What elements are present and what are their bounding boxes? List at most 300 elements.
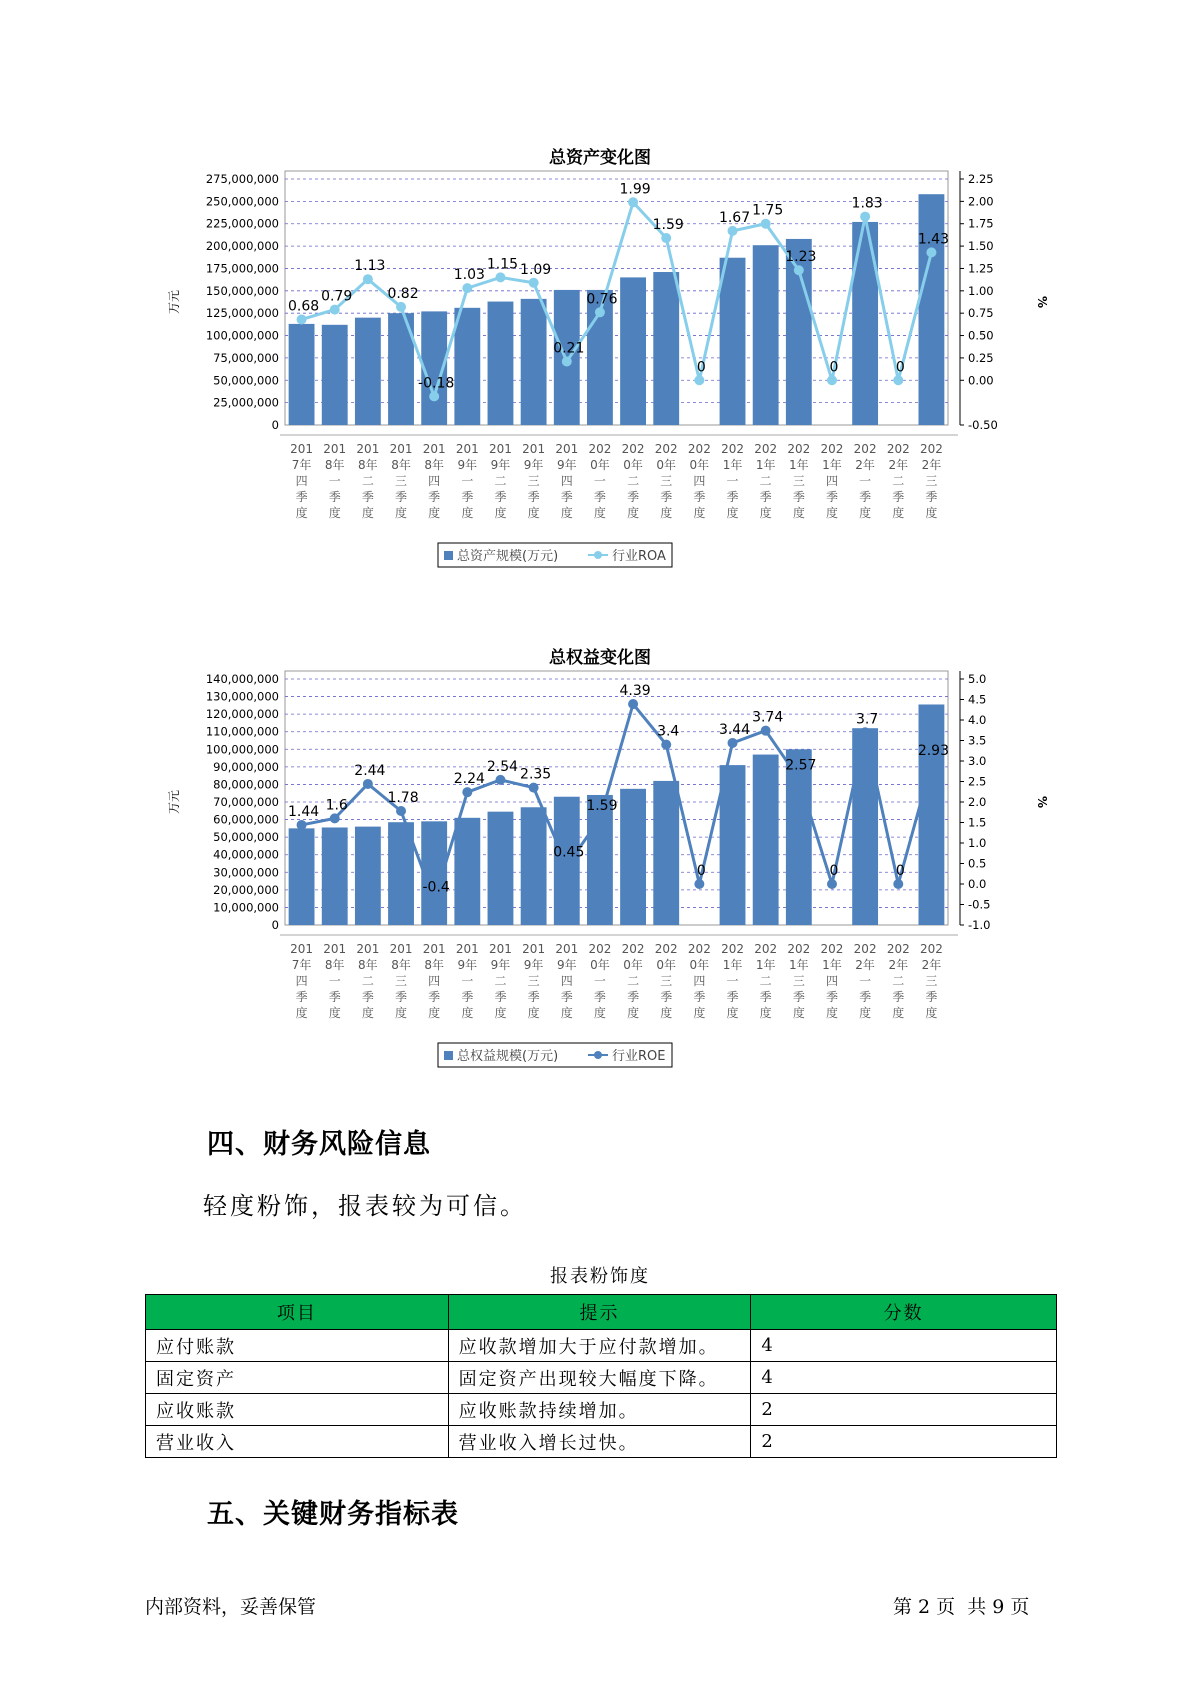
line-point — [926, 247, 936, 257]
x-tick-label-part: 度 — [295, 506, 308, 520]
y-right-tick-label: 1.75 — [968, 216, 994, 231]
x-tick-label-part: 9年 — [523, 958, 544, 972]
x-tick-label-part: 2年 — [855, 458, 875, 472]
x-tick-label-part: 202 — [853, 442, 877, 456]
x-tick-label-part: 度 — [693, 1006, 706, 1020]
data-label: 0.45 — [553, 844, 585, 861]
x-tick-label — [323, 942, 346, 1020]
section-heading-key-indicators: 五、关键财务指标表 — [207, 1499, 459, 1530]
y-right-tick-label: 0.00 — [968, 373, 994, 388]
x-tick-label-part: 1年 — [789, 458, 809, 472]
footer-left: 内部资料，妥善保管 — [145, 1596, 317, 1618]
footer-page-number: 第 2 页 共 9 页 — [893, 1596, 1030, 1618]
data-label: 3.44 — [718, 721, 751, 738]
y-right-tick-label: 0.5 — [968, 856, 987, 871]
x-tick-label-part: 季 — [560, 990, 573, 1004]
data-label: 0 — [829, 863, 839, 879]
bar — [720, 258, 746, 425]
x-tick-label-part: 季 — [494, 490, 507, 504]
x-tick-label-part: 201 — [489, 442, 512, 456]
x-tick-label-part: 0年 — [656, 958, 677, 972]
data-label: 1.23 — [785, 249, 817, 266]
line-point — [926, 759, 936, 769]
y-left-tick-label: 10,000,000 — [213, 900, 279, 915]
x-tick-label-part: 度 — [660, 1006, 673, 1020]
table-row — [146, 1426, 1057, 1458]
table-row — [146, 1362, 1057, 1394]
x-tick-label-part: 度 — [825, 1006, 838, 1020]
x-tick-label-part: 201 — [323, 942, 347, 956]
x-tick-label-part: 0年 — [623, 958, 643, 972]
y-right-tick-label: 2.5 — [968, 774, 987, 789]
x-tick-label-part: 度 — [328, 1006, 341, 1020]
x-tick-label-part: 201 — [290, 942, 314, 956]
x-tick-label-part: 季 — [461, 490, 474, 504]
data-label: 1.75 — [752, 202, 784, 219]
x-tick-label-part: 201 — [422, 942, 446, 956]
data-label: 1.59 — [652, 217, 684, 234]
bar — [653, 272, 679, 425]
x-tick-label-part: 一 — [328, 974, 341, 988]
line-point — [827, 879, 837, 889]
x-tick-label-part: 度 — [560, 1006, 573, 1020]
y-right-axis-label: % — [1035, 795, 1049, 809]
x-tick-label-part: 9年 — [556, 458, 577, 472]
bar — [454, 818, 480, 925]
line-point — [827, 375, 837, 385]
data-label: 3.74 — [752, 709, 784, 726]
x-tick-label-part: 季 — [660, 990, 673, 1004]
x-tick-label-part: 度 — [859, 506, 872, 520]
y-right-tick-label: 3.5 — [968, 733, 987, 748]
x-tick-label-part: 8年 — [324, 958, 345, 972]
y-left-tick-label: 100,000,000 — [205, 328, 279, 343]
legend-line-label: 行业ROA — [612, 549, 666, 564]
data-label: 0 — [696, 863, 706, 879]
line-point — [396, 302, 406, 312]
x-tick-label-part: 四 — [825, 974, 838, 988]
x-tick-label-part: 202 — [787, 942, 811, 956]
bar — [852, 728, 878, 925]
x-tick-label — [622, 942, 645, 1020]
x-tick-label-part: 度 — [361, 506, 374, 520]
bar — [488, 812, 514, 925]
x-tick-label-part: 9年 — [457, 958, 478, 972]
cell-score: 2 — [751, 1394, 1057, 1426]
y-left-tick-label: 110,000,000 — [205, 724, 279, 739]
x-tick-label-part: 度 — [461, 1006, 474, 1020]
y-right-tick-label: 2.25 — [968, 172, 994, 186]
y-right-axis-label: % — [1035, 295, 1049, 309]
x-tick-label-part: 度 — [726, 1006, 739, 1020]
x-tick-label-part: 一 — [726, 974, 739, 988]
x-tick-label-part: 一 — [461, 974, 474, 988]
y-left-axis-label: 万元 — [167, 289, 181, 315]
x-tick-label-part: 季 — [825, 990, 838, 1004]
x-tick-label-part: 8年 — [358, 958, 378, 972]
x-tick-label-part: 1年 — [722, 958, 743, 972]
y-right-tick-label: -0.5 — [968, 897, 991, 912]
table-caption: 报表粉饰度 — [550, 1266, 650, 1287]
x-tick-label-part: 二 — [361, 474, 374, 488]
x-tick-label-part: 四 — [560, 474, 573, 488]
cell-score: 4 — [751, 1362, 1057, 1394]
line-point — [893, 375, 903, 385]
x-tick-label-part: 季 — [461, 990, 474, 1004]
x-tick-label — [555, 942, 578, 1020]
line-point — [363, 274, 373, 284]
x-tick-label-part: 202 — [886, 942, 910, 956]
y-right-tick-label: 4.0 — [968, 713, 987, 727]
x-tick-label-part: 9年 — [457, 458, 478, 472]
x-tick-label-part: 一 — [461, 474, 474, 488]
x-tick-label — [622, 442, 645, 520]
x-tick-label-part: 202 — [654, 942, 678, 956]
legend-bar-swatch — [444, 551, 453, 560]
x-tick-label — [356, 942, 379, 1020]
line-point — [794, 265, 804, 275]
x-tick-label-part: 202 — [588, 442, 612, 456]
x-tick-label-part: 8年 — [391, 458, 411, 472]
chart-svg — [150, 665, 1050, 1095]
x-tick-label-part: 202 — [621, 442, 645, 456]
x-tick-label — [821, 442, 844, 520]
data-label: 2.35 — [520, 766, 552, 783]
x-tick-label-part: 度 — [560, 506, 573, 520]
x-tick-label-part: 季 — [693, 990, 706, 1004]
x-tick-label-part: 度 — [660, 506, 673, 520]
y-left-tick-label: 175,000,000 — [205, 261, 279, 276]
cell-score: 4 — [751, 1330, 1057, 1362]
line-point — [661, 740, 671, 750]
x-tick-label-part: 三 — [395, 474, 408, 488]
x-tick-label — [787, 442, 810, 520]
chart-svg — [150, 165, 1050, 595]
x-tick-label-part: 一 — [328, 474, 341, 488]
x-tick-label-part: 四 — [825, 474, 838, 488]
x-tick-label-part: 季 — [627, 990, 640, 1004]
y-right-tick-label: 1.0 — [968, 836, 987, 850]
line-point — [562, 356, 572, 366]
x-tick-label-part: 三 — [792, 974, 805, 988]
header-score: 分数 — [751, 1295, 1057, 1330]
data-label: 3.4 — [657, 723, 680, 740]
x-tick-label-part: 季 — [792, 990, 805, 1004]
cell-hint: 营业收入增长过快。 — [448, 1426, 751, 1458]
x-tick-label-part: 202 — [919, 442, 943, 456]
x-tick-label-part: 季 — [693, 490, 706, 504]
risk-summary-text: 轻度粉饰，报表较为可信。 — [203, 1192, 527, 1220]
x-tick-label-part: 季 — [660, 490, 673, 504]
legend-line-label: 行业ROE — [612, 1049, 666, 1064]
y-left-tick-label: 70,000,000 — [213, 795, 279, 809]
line-point — [330, 305, 340, 315]
cell-hint: 固定资产出现较大幅度下降。 — [448, 1362, 751, 1394]
x-tick-label-part: 201 — [522, 942, 546, 956]
table-row — [146, 1330, 1057, 1362]
x-tick-label-part: 度 — [494, 506, 507, 520]
x-tick-label-part: 二 — [892, 974, 905, 988]
bar — [620, 789, 646, 925]
x-tick-label — [688, 942, 711, 1020]
line-point — [761, 726, 771, 736]
x-tick-label — [821, 942, 844, 1020]
bar — [521, 807, 547, 925]
x-tick-label-part: 202 — [754, 442, 778, 456]
x-tick-label-part: 202 — [687, 942, 711, 956]
line-point — [529, 783, 539, 793]
x-tick-label-part: 四 — [693, 474, 706, 488]
x-tick-label-part: 度 — [593, 1006, 606, 1020]
x-tick-label-part: 二 — [627, 974, 640, 988]
line-point — [495, 775, 505, 785]
x-tick-label-part: 2年 — [921, 458, 942, 472]
x-tick-label-part: 度 — [395, 506, 408, 520]
data-label: 1.99 — [619, 181, 651, 198]
x-tick-label-part: 度 — [925, 1006, 938, 1020]
bar — [753, 245, 779, 425]
x-tick-label-part: 8年 — [391, 958, 411, 972]
x-tick-label-part: 0年 — [689, 458, 710, 472]
x-tick-label-part: 0年 — [590, 958, 610, 972]
x-tick-label-part: 三 — [925, 474, 938, 488]
y-left-tick-label: 20,000,000 — [213, 882, 279, 897]
x-tick-label-part: 三 — [660, 974, 673, 988]
cell-item: 应收账款 — [146, 1394, 449, 1426]
data-label: -0.18 — [418, 375, 455, 392]
y-right-tick-label: 4.5 — [968, 692, 987, 707]
x-tick-label-part: 1年 — [755, 958, 776, 972]
x-tick-label-part: 二 — [892, 474, 905, 488]
x-tick-label-part: 202 — [654, 442, 678, 456]
line-point — [297, 314, 307, 324]
x-tick-label-part: 三 — [925, 974, 938, 988]
data-label: 1.03 — [453, 267, 485, 284]
line-point — [694, 879, 704, 889]
y-right-tick-label: 0.25 — [968, 350, 994, 365]
data-label: 1.44 — [287, 803, 320, 820]
line-point — [628, 197, 638, 207]
line-point — [595, 814, 605, 824]
bar — [322, 325, 348, 425]
data-label: 2.57 — [785, 757, 817, 774]
y-right-tick-label: 2.0 — [968, 795, 987, 809]
line-point — [396, 806, 406, 816]
x-tick-label — [854, 442, 877, 520]
x-tick-label-part: 三 — [660, 474, 673, 488]
x-tick-label-part: 1年 — [822, 458, 842, 472]
line-point — [595, 307, 605, 317]
x-tick-label — [323, 442, 346, 520]
x-tick-label-part: 2年 — [888, 458, 909, 472]
data-label: 0.79 — [321, 288, 353, 305]
x-tick-label-part: 度 — [792, 1006, 805, 1020]
x-tick-label-part: 202 — [820, 942, 844, 956]
line-point — [462, 283, 472, 293]
y-left-tick-label: 75,000,000 — [213, 350, 279, 365]
table-header-row — [146, 1295, 1057, 1330]
x-tick-label-part: 202 — [721, 942, 744, 956]
line-point — [728, 738, 738, 748]
x-tick-label-part: 9年 — [523, 458, 544, 472]
chart-title: 总资产变化图 — [549, 148, 651, 168]
x-tick-label-part: 201 — [489, 942, 512, 956]
legend-bar-label: 总权益规模(万元) — [457, 1049, 559, 1064]
x-tick-label-part: 度 — [461, 506, 474, 520]
x-tick-label-part: 1年 — [722, 458, 743, 472]
x-tick-label-part: 8年 — [424, 958, 444, 972]
cell-hint: 应收款增加大于应付款增加。 — [448, 1330, 751, 1362]
x-tick-label-part: 0年 — [689, 958, 710, 972]
x-tick-label-part: 1年 — [755, 458, 776, 472]
x-tick-label — [854, 942, 877, 1020]
bar — [322, 827, 348, 925]
x-tick-label-part: 四 — [295, 474, 308, 488]
data-label: 3.7 — [855, 711, 879, 728]
x-tick-label-part: 二 — [361, 974, 374, 988]
chart-title: 总权益变化图 — [549, 648, 651, 668]
x-tick-label-part: 2年 — [855, 958, 875, 972]
data-label: 2.24 — [453, 771, 485, 788]
x-tick-label-part: 2年 — [888, 958, 909, 972]
x-tick-label-part: 度 — [361, 1006, 374, 1020]
y-left-tick-label: 225,000,000 — [205, 216, 279, 231]
x-tick-label-part: 度 — [494, 1006, 507, 1020]
x-tick-label-part: 202 — [588, 942, 612, 956]
x-tick-label-part: 季 — [859, 490, 872, 504]
x-tick-label-part: 季 — [627, 490, 640, 504]
x-tick-label — [522, 442, 545, 520]
y-left-tick-label: 30,000,000 — [213, 865, 279, 880]
x-tick-label — [390, 942, 413, 1020]
x-tick-label-part: 度 — [295, 1006, 308, 1020]
x-tick-label — [920, 442, 943, 520]
x-tick-label-part: 度 — [428, 506, 441, 520]
bar — [289, 828, 315, 925]
y-left-tick-label: 25,000,000 — [213, 395, 279, 410]
y-left-tick-label: 40,000,000 — [213, 847, 279, 862]
bar — [918, 704, 944, 925]
data-label: 1.15 — [486, 256, 519, 273]
bar — [488, 302, 514, 425]
data-label: 1.13 — [354, 258, 386, 275]
x-tick-label — [754, 442, 777, 520]
data-label: 0 — [829, 359, 839, 376]
data-label: 0.82 — [387, 285, 419, 302]
x-tick-label-part: 度 — [859, 1006, 872, 1020]
x-tick-label-part: 四 — [560, 974, 573, 988]
bar — [620, 277, 646, 425]
y-right-tick-label: 1.00 — [968, 283, 994, 298]
x-tick-label-part: 201 — [455, 942, 479, 956]
x-tick-label — [588, 442, 611, 520]
line-point — [860, 212, 870, 222]
y-left-tick-label: 140,000,000 — [205, 672, 279, 686]
x-tick-label-part: 季 — [527, 490, 540, 504]
x-tick-label-part: 四 — [428, 974, 441, 988]
x-tick-label-part: 季 — [759, 990, 772, 1004]
data-label: 1.59 — [586, 797, 618, 814]
data-label: 1.67 — [718, 209, 751, 226]
x-tick-label — [290, 942, 313, 1020]
legend-line-marker — [594, 551, 602, 559]
bar — [653, 781, 679, 925]
x-tick-label-part: 度 — [759, 506, 772, 520]
x-tick-label-part: 1年 — [822, 958, 842, 972]
x-tick-label-part: 季 — [428, 990, 441, 1004]
x-tick-label — [887, 442, 910, 520]
x-tick-label-part: 季 — [925, 490, 938, 504]
total-assets-chart — [150, 135, 1050, 595]
data-label: 0 — [895, 863, 905, 879]
x-tick-label-part: 二 — [627, 474, 640, 488]
x-tick-label-part: 度 — [759, 1006, 772, 1020]
x-tick-label-part: 9年 — [490, 958, 511, 972]
x-tick-label — [423, 442, 446, 520]
x-tick-label-part: 202 — [754, 942, 778, 956]
line-point — [794, 774, 804, 784]
x-tick-label-part: 2年 — [921, 958, 942, 972]
section-heading-financial-risk: 四、财务风险信息 — [207, 1129, 431, 1160]
x-tick-label — [887, 942, 910, 1020]
x-tick-label-part: 三 — [395, 974, 408, 988]
data-label: 0 — [696, 359, 706, 376]
y-left-tick-label: 100,000,000 — [205, 742, 279, 757]
data-label: 2.54 — [486, 758, 519, 775]
x-tick-label-part: 二 — [759, 974, 772, 988]
line-point — [893, 879, 903, 889]
bar — [454, 308, 480, 425]
x-tick-label-part: 一 — [726, 474, 739, 488]
x-tick-label-part: 度 — [925, 506, 938, 520]
x-tick-label-part: 季 — [527, 990, 540, 1004]
y-right-tick-label: 3.0 — [968, 754, 987, 768]
y-left-tick-label: 60,000,000 — [213, 812, 279, 827]
x-tick-label-part: 季 — [494, 990, 507, 1004]
x-tick-label-part: 202 — [787, 442, 811, 456]
x-tick-label-part: 度 — [328, 506, 341, 520]
y-right-tick-label: 5.0 — [968, 672, 987, 686]
x-tick-label-part: 度 — [693, 506, 706, 520]
x-tick-label-part: 201 — [455, 442, 479, 456]
x-tick-label-part: 201 — [290, 442, 314, 456]
x-tick-label-part: 8年 — [424, 458, 444, 472]
x-tick-label-part: 四 — [428, 474, 441, 488]
y-left-tick-label: 130,000,000 — [205, 689, 279, 704]
line-point — [529, 278, 539, 288]
x-tick-label-part: 度 — [428, 1006, 441, 1020]
x-tick-label-part: 度 — [726, 506, 739, 520]
x-tick-label-part: 一 — [593, 974, 606, 988]
x-tick-label-part: 8年 — [324, 458, 345, 472]
line-point — [628, 699, 638, 709]
x-tick-label-part: 三 — [527, 474, 540, 488]
data-label: 1.83 — [851, 195, 883, 212]
data-label: 4.39 — [619, 683, 651, 700]
x-tick-label — [489, 442, 512, 520]
x-tick-label — [290, 442, 313, 520]
x-tick-label-part: 季 — [560, 490, 573, 504]
line-point — [297, 820, 307, 830]
data-label: -0.4 — [422, 879, 450, 896]
y-right-tick-label: 0.75 — [968, 306, 994, 321]
x-tick-label-part: 0年 — [590, 458, 610, 472]
x-tick-label-part: 季 — [395, 490, 408, 504]
data-label: 1.78 — [387, 790, 419, 807]
x-tick-label — [588, 942, 611, 1020]
cell-item: 固定资产 — [146, 1362, 449, 1394]
x-tick-label-part: 三 — [527, 974, 540, 988]
